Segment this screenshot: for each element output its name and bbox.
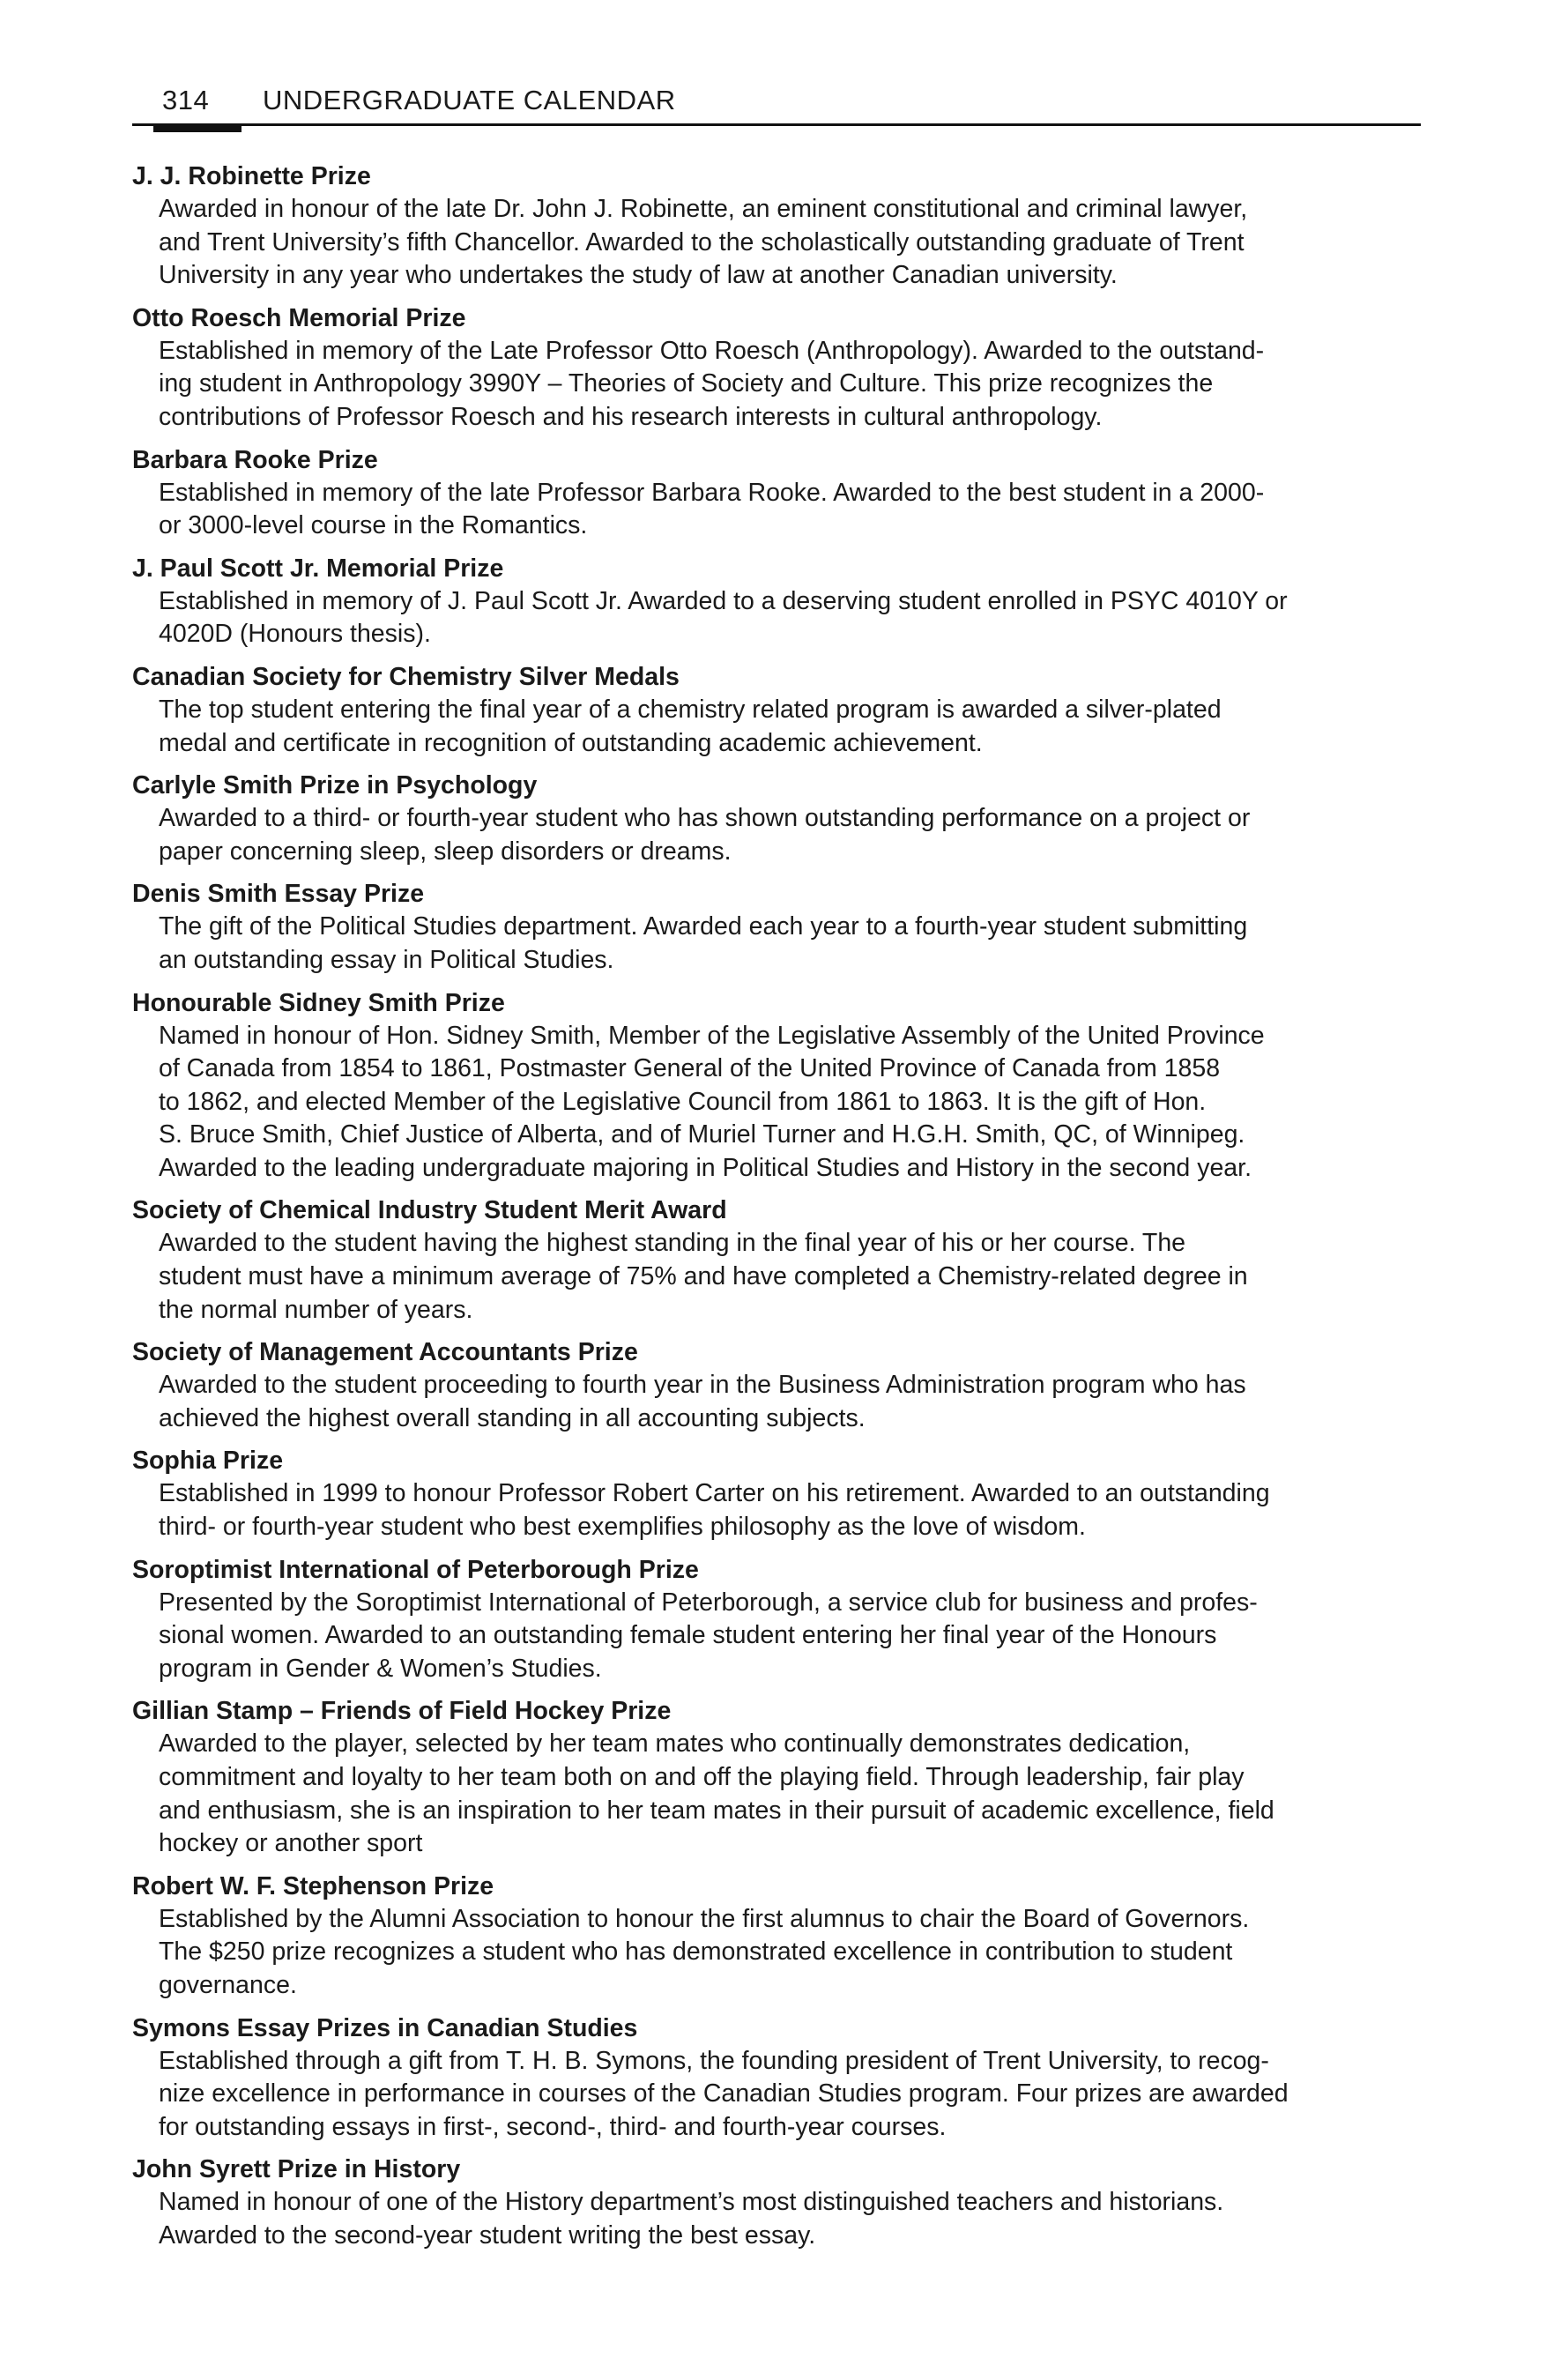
prize-description: Established in 1999 to honour Professor Robert Carter on his retirement. Awarded to an outstanding third- or fourth-year student who best exemplifies philosophy as the love of wisdom.	[159, 1479, 1270, 1542]
prize-entry	[132, 160, 1428, 293]
page-header	[132, 81, 1421, 134]
prize-description: Awarded in honour of the late Dr. John J. Robinette, an eminent constitutional and criminal lawyer, and Trent University’s fifth Chancellor. Awarded to the scholastically outstanding graduate of Trent University in any year who undertakes the study of law at another Canadian university.	[159, 195, 1248, 290]
prize-list	[132, 160, 1428, 2263]
prize-description: Established in memory of the late Professor Barbara Rooke. Awarded to the best student in a 2000- or 3000-level course in the Romantics.	[159, 478, 1265, 540]
prize-entry	[132, 444, 1428, 543]
prize-title: Barbara Rooke Prize	[132, 445, 378, 474]
prize-title: Society of Management Accountants Prize	[132, 1338, 638, 1367]
prize-title: Otto Roesch Memorial Prize	[132, 303, 466, 332]
prize-title: Sophia Prize	[132, 1447, 284, 1476]
header-tab-mark	[153, 123, 241, 132]
prize-entry	[132, 1871, 1428, 2003]
prize-entry	[132, 1336, 1428, 1435]
prize-entry	[132, 661, 1428, 760]
page-number: 314	[162, 85, 210, 115]
prize-entry	[132, 1554, 1428, 1686]
prize-description: Awarded to the player, selected by her team mates who continually demonstrates dedication, commitment and loyalty to her team both on and off the playing field. Through leadership, fair play and enthusiasm, she is an inspiration to her team mates in their pursuit of academic excellence, field hockey or another sport	[159, 1729, 1274, 1858]
prize-description: Awarded to the student proceeding to fourth year in the Business Administration program who has achieved the highest overall standing in all accounting subjects.	[159, 1371, 1246, 1432]
prize-description: The top student entering the final year of a chemistry related program is awarded a silver-plated medal and certificate in recognition of outstanding academic achievement.	[159, 695, 1222, 757]
header-rule	[132, 123, 1421, 126]
prize-description: Named in honour of one of the History department’s most distinguished teachers and historians. Awarded to the second-year student writing the best essay.	[159, 2188, 1224, 2250]
prize-title: Canadian Society for Chemistry Silver Medals	[132, 662, 680, 691]
prize-title: J. J. Robinette Prize	[132, 162, 371, 190]
running-title: UNDERGRADUATE CALENDAR	[263, 85, 676, 115]
prize-title: Honourable Sidney Smith Prize	[132, 988, 505, 1017]
prize-title: Soroptimist International of Peterborough Prize	[132, 1555, 699, 1584]
prize-description: Awarded to the student having the highest standing in the final year of his or her course. The student must have a minimum average of 75% and have completed a Chemistry-related degree in the normal number of years.	[159, 1229, 1248, 1324]
prize-description: Named in honour of Hon. Sidney Smith, Member of the Legislative Assembly of the United Province of Canada from 1854 to 1861, Postmaster General of the United Province of Canada from 1858 to 1862, and elected Member of the Legislative Council from 1861 to 1863. It is the gift of Hon. S. Bruce Smith, Chief Justice of Alberta, and of Muriel Turner and H.G.H. Smith, QC, of Winnipeg. Awarded to the leading undergraduate majoring in Political Studies and History in the second year.	[159, 1021, 1265, 1182]
prize-entry	[132, 1695, 1428, 1860]
prize-description: Awarded to a third- or fourth-year student who has shown outstanding performance on a project or paper concerning sleep, sleep disorders or dreams.	[159, 804, 1251, 866]
prize-title: Society of Chemical Industry Student Merit Award	[132, 1196, 727, 1225]
prize-title: J. Paul Scott Jr. Memorial Prize	[132, 554, 504, 583]
prize-description: Established through a gift from T. H. B. Symons, the founding president of Trent University, to recog- nize excellence in performance in courses of the Canadian Studies program. Four prizes are awarded for outstanding essays in first-, second-, third- and fourth-year courses.	[159, 2046, 1289, 2141]
prize-description: Established by the Alumni Association to honour the first alumnus to chair the Board of Governors. The $250 prize recognizes a student who has demonstrated excellence in contribution to student governance.	[159, 1904, 1250, 1999]
prize-title: Denis Smith Essay Prize	[132, 880, 425, 909]
prize-entry	[132, 770, 1428, 868]
prize-title: Gillian Stamp – Friends of Field Hockey Prize	[132, 1697, 672, 1726]
prize-entry	[132, 1194, 1428, 1327]
prize-title: Robert W. F. Stephenson Prize	[132, 1871, 494, 1900]
prize-description: The gift of the Political Studies department. Awarded each year to a fourth-year student submitting an outstanding essay in Political Studies.	[159, 912, 1248, 974]
prize-entry	[132, 1445, 1428, 1543]
prize-description: Established in memory of the Late Professor Otto Roesch (Anthropology). Awarded to the outstand- ing student in Anthropology 3990Y – Theories of Society and Culture. This prize recognizes the contributions of Professor Roesch and his research interests in cultural anthropology.	[159, 336, 1265, 431]
prize-title: Symons Essay Prizes in Canadian Studies	[132, 2013, 638, 2042]
prize-entry	[132, 2153, 1428, 2252]
prize-entry	[132, 2012, 1428, 2145]
prize-entry	[132, 553, 1428, 651]
prize-title: John Syrett Prize in History	[132, 2155, 461, 2184]
prize-entry	[132, 878, 1428, 977]
prize-description: Established in memory of J. Paul Scott Jr. Awarded to a deserving student enrolled in PSYC 4010Y or 4020D (Honours thesis).	[159, 586, 1288, 649]
prize-entry	[132, 302, 1428, 435]
prize-entry	[132, 987, 1428, 1186]
prize-title: Carlyle Smith Prize in Psychology	[132, 771, 538, 800]
prize-description: Presented by the Soroptimist International of Peterborough, a service club for business and profes- sional women. Awarded to an outstanding female student entering her final year of the Honours program in Gender & Women’s Studies.	[159, 1588, 1258, 1683]
